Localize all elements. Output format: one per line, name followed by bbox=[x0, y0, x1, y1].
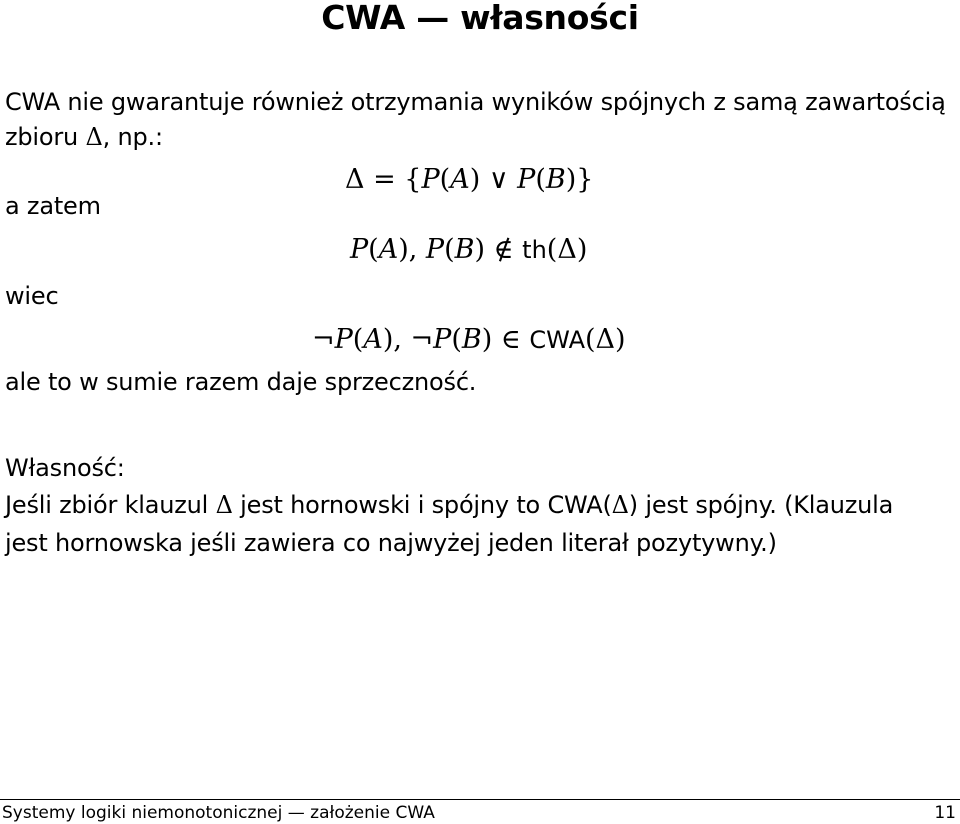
page-number: 11 bbox=[934, 803, 956, 823]
intro-line-1: CWA nie gwarantuje również otrzymania wyników spójnych z samą zawartością bbox=[5, 88, 946, 116]
formula-in-cwa: ¬P(A), ¬P(B) ∈ CWA(Δ) bbox=[312, 324, 626, 355]
footer-title: Systemy logiki niemonotonicznej — założenie CWA bbox=[2, 803, 435, 823]
property-line-2: jest hornowska jeśli zawiera co najwyżej jeden literał pozytywny.) bbox=[5, 529, 777, 557]
conclusion-text: ale to w sumie razem daje sprzeczność. bbox=[5, 368, 477, 396]
property-line-1: Jeśli zbiór klauzul Δ jest hornowski i spójny to CWA(Δ) jest spójny. (Klauzula bbox=[5, 491, 894, 519]
formula-not-in-th: P(A), P(B) ∉ th(Δ) bbox=[350, 234, 588, 265]
footer-divider bbox=[0, 799, 960, 800]
formula-delta-definition: Δ = {P(A) ∨ P(B)} bbox=[345, 164, 594, 195]
slide-title: CWA — własności bbox=[321, 0, 639, 37]
property-heading: Własność: bbox=[5, 454, 125, 482]
intro-line-2: zbioru Δ, np.: bbox=[5, 123, 163, 151]
label-a-zatem: a zatem bbox=[5, 192, 101, 220]
label-wiec: wiec bbox=[5, 282, 59, 310]
